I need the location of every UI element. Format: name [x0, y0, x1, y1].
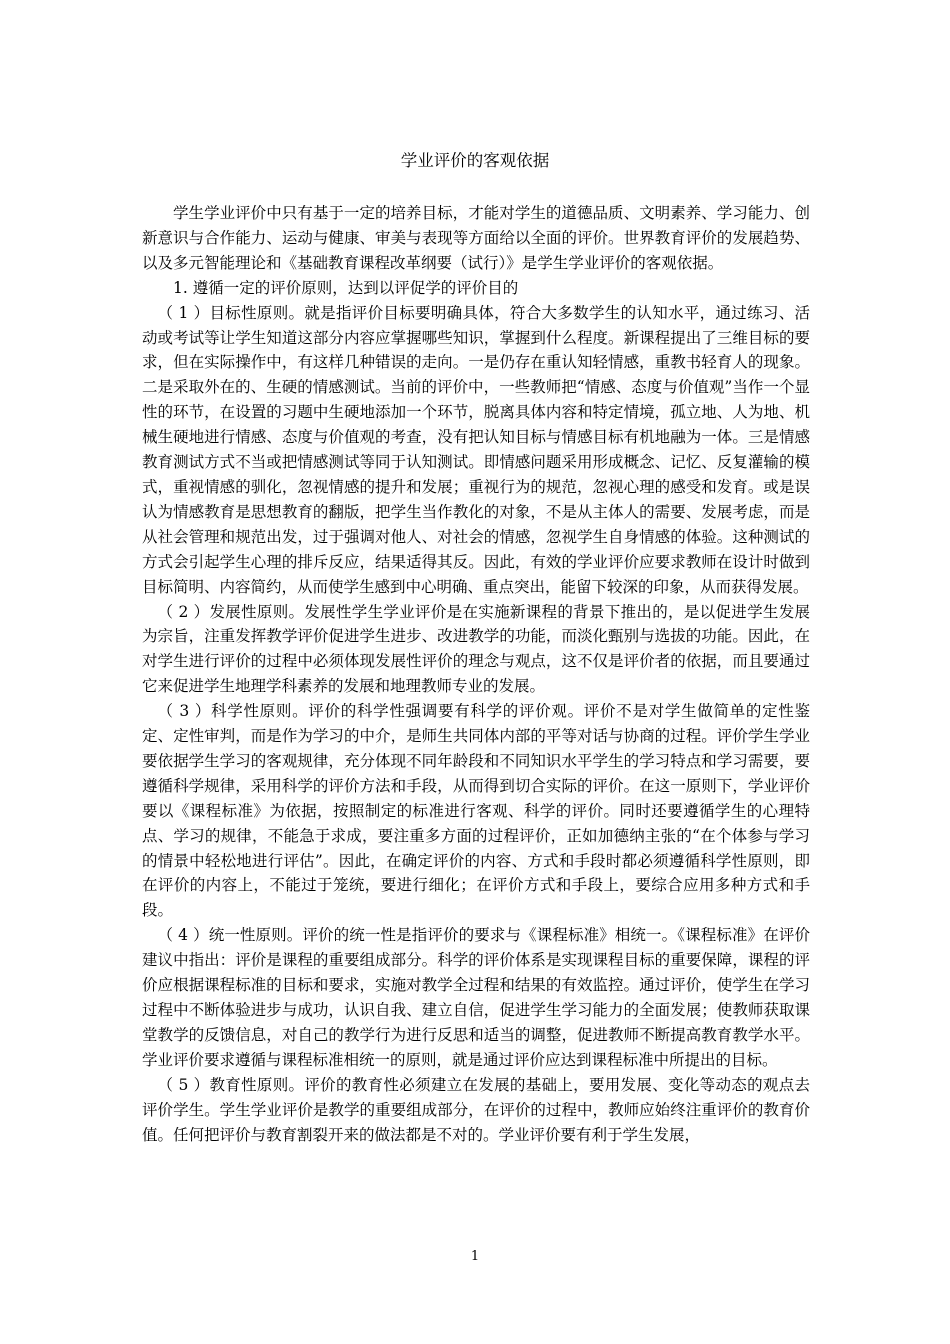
principle-educational-paragraph: （ 5 ）教育性原则。评价的教育性必须建立在发展的基础上，要用发展、变化等动态的观点去评价学生。学生学业评价是教学的重要组成部分，在评价的过程中，教师应始终注重评价的教育价值。任何把评价与教育割裂开来的做法都是不对的。学业评价要有利于学生发展， — [142, 1075, 810, 1144]
principle-unity-paragraph: （ 4 ）统一性原则。评价的统一性是指评价的要求与《课程标准》相统一。《课程标准》在评价建议中指出：评价是课程的重要组成部分。科学的评价体系是实现课程目标的重要保障，课程的评价应根据课程标准的目标和要求，实施对教学全过程和结果的有效监控。通过评价，使学生在学习过程中不断体验进步与成功，认识自我、建立自信，促进学生学习能力的全面发展；使教师获取课堂教学的反馈信息，对自己的教学行为进行反思和适当的调整，促进教师不断提高教育教学水平。学业评价要求遵循与课程标准相统一的原则，就是通过评价应达到课程标准中所提出的目标。 — [142, 926, 810, 1069]
document-title: 学业评价的客观依据 — [400, 151, 550, 170]
section-heading: 1. 遵循一定的评价原则，达到以评促学的评价目的 — [173, 278, 519, 297]
principle-development-paragraph: （ 2 ）发展性原则。发展性学生学业评价是在实施新课程的背景下推出的，是以促进学生发展为宗旨，注重发挥教学评价促进学生进步、改进教学的功能，而淡化甄别与选拔的功能。因此，在对学生进行评价的过程中必须体现发展性评价的理念与观点，这不仅是评价者的依据，而且要通过它来促进学生地理学科素养的发展和地理教师专业的发展。 — [142, 602, 810, 696]
principle-objective-paragraph: （ 1 ）目标性原则。就是指评价目标要明确具体，符合大多数学生的认知水平，通过练习、活动或考试等让学生知道这部分内容应掌握哪些知识，掌握到什么程度。新课程提出了三维目标的要求，但在实际操作中，有这样几种错误的走向。一是仍存在重认知轻情感，重教书轻育人的现象。二是采取外在的、生硬的情感测试。当前的评价中，一些教师把“情感、态度与价值观”当作一个显性的环节，在设置的习题中生硬地添加一个环节，脱离具体内容和特定情境，孤立地、人为地、机械生硬地进行情感、态度与价值观的考查，没有把认知目标与情感目标有机地融为一体。三是情感教育测试方式不当或把情感测试等同于认知测试。即情感问题采用形成概念、记忆、反复灌输的模式，重视情感的驯化，忽视情感的提升和发展；重视行为的规范，忽视心理的感受和发育。或是误认为情感教育是思想教育的翻版，把学生当作教化的对象，不是从主体人的需要、发展考虑，而是从社会管理和规范出发，过于强调对他人、对社会的情感，忽视学生自身情感的体验。这种测试的方式会引起学生心理的排斥反应，结果适得其反。因此，有效的学业评价应要求教师在设计时做到目标简明、内容简约，从而使学生感到中心明确、重点突出，能留下较深的印象，从而获得发展。 — [142, 303, 810, 596]
page-number: 1 — [470, 1249, 480, 1264]
intro-paragraph: 学生学业评价中只有基于一定的培养目标，才能对学生的道德品质、文明素养、学习能力、创新意识与合作能力、运动与健康、审美与表现等方面给以全面的评价。世界教育评价的发展趋势、以及多元智能理论和《基础教育课程改革纲要（试行）》是学生学业评价的客观依据。 — [142, 204, 810, 272]
document-body — [142, 201, 810, 1147]
principle-scientific-paragraph: （ 3 ）科学性原则。评价的科学性强调要有科学的评价观。评价不是对学生做简单的定性鉴定、定性审判，而是作为学习的中介，是师生共同体内部的平等对话与协商的过程。评价学生学业要依据学生学习的客观规律，充分体现不同年龄段和不同知识水平学生的学习特点和学习需要，要遵循科学规律，采用科学的评价方法和手段，从而得到切合实际的评价。在这一原则下，学业评价要以《课程标准》为依据，按照制定的标准进行客观、科学的评价。同时还要遵循学生的心理特点、学习的规律，不能急于求成，要注重多方面的过程评价，正如加德纳主张的“在个体参与学习的情景中轻松地进行评估”。因此，在确定评价的内容、方式和手段时都必须遵循科学性原则，即在评价的内容上，不能过于笼统，要进行细化；在评价方式和手段上，要综合应用多种方式和手段。 — [142, 702, 810, 920]
